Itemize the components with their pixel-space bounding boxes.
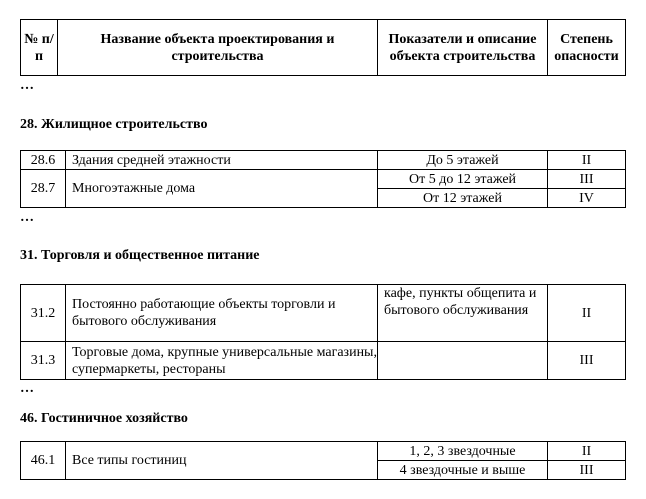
row-indicator: кафе, пункты общепита и бытового обслуживания — [378, 285, 548, 342]
section-title-28: 28. Жилищное строительство — [20, 117, 208, 132]
row-name: Торговые дома, крупные универсальные магазины, супермаркеты, рестораны — [66, 342, 378, 380]
header-indicators: Показатели и описание объекта строительства — [378, 20, 548, 76]
header-num: № п/п — [21, 20, 58, 76]
row-num: 31.2 — [21, 285, 66, 342]
table-row — [21, 442, 626, 461]
ellipsis-1: … — [20, 78, 35, 93]
header-degree: Степень опасности — [548, 20, 626, 76]
table-row — [21, 151, 626, 170]
row-num: 31.3 — [21, 342, 66, 380]
section-title-31: 31. Торговля и общественное питание — [20, 248, 260, 263]
row-name: Многоэтажные дома — [66, 170, 378, 208]
row-degree: III — [548, 170, 626, 189]
row-degree: III — [548, 342, 626, 380]
row-degree: IV — [548, 189, 626, 208]
row-degree: II — [548, 442, 626, 461]
section-table-31 — [20, 284, 626, 380]
section-title-46: 46. Гостиничное хозяйство — [20, 411, 188, 426]
row-degree: III — [548, 461, 626, 480]
row-name: Все типы гостиниц — [66, 442, 378, 480]
row-indicator: 1, 2, 3 звездочные — [378, 442, 548, 461]
row-indicator: 4 звездочные и выше — [378, 461, 548, 480]
row-num: 28.7 — [21, 170, 66, 208]
row-num: 28.6 — [21, 151, 66, 170]
table-row — [21, 285, 626, 342]
row-name: Постоянно работающие объекты торговли и бытового обслуживания — [66, 285, 378, 342]
row-indicator: До 5 этажей — [378, 151, 548, 170]
table-row — [21, 170, 626, 189]
ellipsis-3: … — [20, 381, 35, 396]
section-table-46 — [20, 441, 626, 480]
header-name: Название объекта проектирования и строительства — [58, 20, 378, 76]
row-indicator — [378, 342, 548, 380]
row-name: Здания средней этажности — [66, 151, 378, 170]
section-table-28 — [20, 150, 626, 208]
row-num: 46.1 — [21, 442, 66, 480]
row-degree: II — [548, 151, 626, 170]
row-indicator: От 12 этажей — [378, 189, 548, 208]
ellipsis-2: … — [20, 210, 35, 225]
table-row — [21, 342, 626, 380]
row-degree: II — [548, 285, 626, 342]
row-indicator: От 5 до 12 этажей — [378, 170, 548, 189]
header-table — [20, 19, 626, 76]
